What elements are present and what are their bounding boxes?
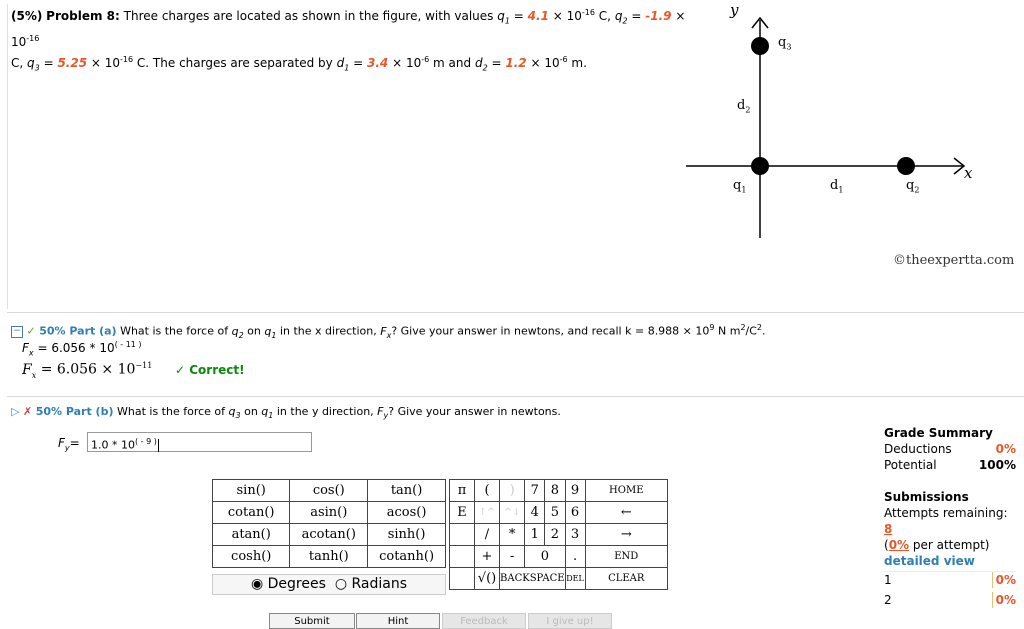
key-8[interactable]: 8: [545, 480, 565, 502]
key-2[interactable]: 2: [545, 524, 565, 546]
sci-notation: × 10: [90, 56, 121, 71]
attempts-value: 8: [884, 522, 893, 536]
d2-value: 1.2: [505, 56, 527, 71]
key-tanh[interactable]: tanh(): [290, 546, 368, 568]
divider: [7, 312, 1024, 313]
key-left-arrow[interactable]: ←: [585, 502, 667, 524]
per-attempt-row: (0% per attempt): [884, 538, 990, 552]
key-clear[interactable]: CLEAR: [585, 568, 667, 590]
key-cosh[interactable]: cosh(): [213, 546, 290, 568]
key-asin[interactable]: asin(): [290, 502, 368, 524]
sci-notation: × 10: [392, 56, 422, 71]
part-a-question: on: [247, 324, 261, 338]
key-home[interactable]: HOME: [585, 480, 667, 502]
fy-label: $F_y=$: [58, 436, 80, 453]
part-b-header: ▷ ✗ 50% Part (b) What is the force of $q_3$ on $q_1$ in the y direction, $F_y$? Give your answer in newtons.: [11, 405, 561, 421]
per-attempt-value: 0%: [888, 538, 910, 552]
entered-exp: ( - 11 ): [114, 340, 142, 349]
rendered-exp: −11: [135, 361, 153, 370]
y-axis-label: y: [730, 1, 739, 19]
unit: C,: [598, 9, 611, 23]
part-b-question: in the y direction,: [276, 405, 374, 418]
credit-text: ©theexpertta.com: [893, 253, 1015, 268]
q1-label: $q_1$: [733, 178, 747, 195]
key-5[interactable]: 5: [545, 502, 565, 524]
x-axis-label: x: [964, 164, 973, 182]
key-pi[interactable]: π: [450, 480, 475, 502]
answer-exp: ( - 9 ): [134, 437, 157, 446]
key-4[interactable]: 4: [525, 502, 545, 524]
problem-statement: (5%) Problem 8: Three charges are located as shown in the figure, with values $q_1 = 4.1 \times 10^{-16}$ C, $q_2 = -1.9 \times 10^{-16}$ C, $q_3 = 5.25 \times 10^{-16}$ C. The charges are separated by $d_1 = 3.4 \times 10^{-6}$ m and $d_2 = 1.2 \times 10^{-6}$ m.: [11, 8, 686, 73]
part-b-label: 50% Part (b): [35, 405, 114, 418]
function-keypad: [212, 479, 446, 568]
problem-text: Three charges are located as shown in the figure, with values: [123, 9, 494, 23]
key-sin[interactable]: sin(): [213, 480, 290, 502]
q3-value: 5.25: [57, 56, 88, 71]
grade-summary-title: Grade Summary: [884, 426, 993, 440]
d2-label: $d_2$: [737, 98, 751, 115]
part-a-question: ? Give your answer in newtons, and recall: [391, 324, 622, 338]
part-a-header: − ✓ 50% Part (a) What is the force of $q_2$ on $q_1$ in the x direction, $F_x$? Give your answer in newtons, and recall $k = 8.988 \times 10^9$ N $m^2/C^2$.: [11, 320, 766, 344]
q1-symbol: $q_1$: [497, 9, 510, 26]
key-cotanh[interactable]: cotanh(): [368, 546, 446, 568]
key-acos[interactable]: acos(): [368, 502, 446, 524]
exp: -16: [120, 55, 134, 65]
collapse-icon[interactable]: −: [11, 326, 23, 338]
part-b-question: ? Give your answer in newtons.: [388, 405, 561, 418]
key-blank: [450, 546, 475, 568]
d2-symbol: $d_2$: [474, 56, 488, 73]
submission-row: [884, 571, 1016, 588]
problem-title: Problem 8:: [46, 9, 120, 23]
d1-label: $d_1$: [830, 178, 844, 195]
degrees-label: Degrees: [267, 576, 326, 592]
key-star[interactable]: *: [500, 524, 525, 546]
d1-symbol: $d_1$: [336, 56, 350, 73]
deductions-row: [884, 441, 1016, 457]
key-plus[interactable]: +: [475, 546, 500, 568]
part-a-entered: $F_x = 6.056 * 10^{( - 11 )}$: [22, 340, 142, 358]
exp: -16: [581, 8, 595, 17]
key-rparen[interactable]: ): [500, 480, 525, 502]
key-cos[interactable]: cos(): [290, 480, 368, 502]
q2-symbol: $q_2$: [614, 9, 628, 26]
problem-text: m.: [571, 56, 587, 71]
key-backspace[interactable]: BACKSPACE: [500, 568, 566, 590]
key-1[interactable]: 1: [525, 524, 545, 546]
key-tan[interactable]: tan(): [368, 480, 446, 502]
x-mark-icon: ✗: [22, 405, 33, 418]
angle-mode: [212, 574, 446, 595]
charge-q1-dot: [751, 157, 769, 175]
rendered-value: = 6.056 × 10: [40, 361, 136, 378]
radians-label: Radians: [351, 576, 408, 592]
key-7[interactable]: 7: [525, 480, 545, 502]
left-rule: [7, 4, 8, 309]
hint-button[interactable]: Hint: [356, 613, 440, 629]
key-sinh[interactable]: sinh(): [368, 524, 446, 546]
degrees-radio[interactable]: ◉: [250, 576, 264, 592]
key-sqrt[interactable]: √(): [475, 568, 500, 590]
submission-row: [884, 592, 1016, 608]
axes-svg: [680, 10, 980, 245]
detailed-view-link[interactable]: detailed view: [884, 554, 975, 568]
potential-value: 100%: [978, 458, 1016, 472]
deductions-value: 0%: [995, 442, 1016, 456]
key-lparen[interactable]: (: [475, 480, 500, 502]
key-6[interactable]: 6: [565, 502, 585, 524]
key-del[interactable]: DEL: [565, 568, 585, 590]
key-9[interactable]: 9: [565, 480, 585, 502]
key-acotan[interactable]: acotan(): [290, 524, 368, 546]
q3-label: $q_3$: [778, 35, 792, 52]
submissions-title: Submissions: [884, 490, 969, 504]
problem-text: C. The charges are separated by: [136, 56, 333, 71]
key-caret[interactable]: ^↓: [500, 502, 525, 524]
correct-status: ✓ Correct!: [175, 363, 245, 377]
k-unit: N m: [717, 324, 741, 338]
submission-number: 2: [884, 593, 892, 607]
attempts-label: Attempts remaining:: [884, 506, 1008, 520]
divider: [7, 396, 1024, 397]
submission-value: 0%: [992, 592, 1016, 608]
checkmark-icon: ✓: [26, 324, 36, 338]
exp: -6: [421, 55, 430, 65]
key-right-arrow[interactable]: →: [585, 524, 667, 546]
attempts-row: [884, 505, 1016, 537]
deductions-label: Deductions: [884, 442, 952, 456]
part-b-question: What is the force of: [116, 405, 226, 418]
part-a-label: 50% Part (a): [39, 324, 117, 338]
k-unit: /C: [745, 324, 757, 338]
give-up-button[interactable]: I give up!: [528, 613, 612, 629]
potential-label: Potential: [884, 458, 937, 472]
k-exp: 9: [709, 323, 715, 332]
key-atan[interactable]: atan(): [213, 524, 290, 546]
problem-weight: (5%): [11, 9, 43, 23]
key-slash[interactable]: /: [475, 524, 500, 546]
key-end[interactable]: END: [585, 546, 667, 568]
sci-notation: × 10: [552, 9, 582, 23]
part-a-question: in the x direction,: [279, 324, 377, 338]
part-b-question: on: [244, 405, 258, 418]
text-cursor: [158, 439, 159, 452]
problem-text: m and: [433, 56, 472, 71]
key-e[interactable]: E: [450, 502, 475, 524]
key-dot[interactable]: .: [565, 546, 585, 568]
radians-radio[interactable]: ○: [334, 576, 348, 592]
k-constant: k = 8.988 × 10: [625, 324, 710, 338]
q1-value: 4.1: [527, 9, 549, 23]
answer-value: 1.0 * 10: [91, 438, 135, 452]
answer-input[interactable]: [87, 432, 312, 452]
expand-arrow-icon[interactable]: ▷: [11, 405, 20, 418]
q3-symbol: $q_3$: [27, 56, 40, 73]
key-cotan[interactable]: cotan(): [213, 502, 290, 524]
exp: -6: [559, 55, 568, 65]
submission-value: 0%: [992, 572, 1016, 588]
charge-q3-dot: [751, 37, 769, 55]
part-a-rendered: $F_x = 6.056 \times 10^{-11}$: [22, 361, 153, 380]
unit: C,: [11, 56, 24, 71]
key-3[interactable]: 3: [565, 524, 585, 546]
key-0[interactable]: 0: [525, 546, 565, 568]
submit-button[interactable]: Submit: [269, 613, 355, 629]
part-a-question: What is the force of: [120, 324, 229, 338]
sci-notation: × 10: [11, 9, 686, 50]
numeric-keypad: [449, 479, 668, 590]
exp: -16: [26, 34, 40, 44]
entered-value: = 6.056 * 10: [37, 341, 115, 355]
key-up[interactable]: ↑^: [475, 502, 500, 524]
key-minus[interactable]: -: [500, 546, 525, 568]
q2-label: $q_2$: [906, 178, 920, 195]
sci-notation: × 10: [530, 56, 560, 71]
feedback-button[interactable]: Feedback: [442, 613, 526, 629]
charge-q2-dot: [897, 157, 915, 175]
potential-row: [884, 457, 1016, 473]
key-blank: [450, 568, 475, 590]
d1-value: 3.4: [367, 56, 389, 71]
grade-summary: [884, 425, 1016, 608]
submission-number: 1: [884, 573, 892, 587]
key-blank: [450, 524, 475, 546]
q2-value: -1.9: [645, 9, 672, 23]
